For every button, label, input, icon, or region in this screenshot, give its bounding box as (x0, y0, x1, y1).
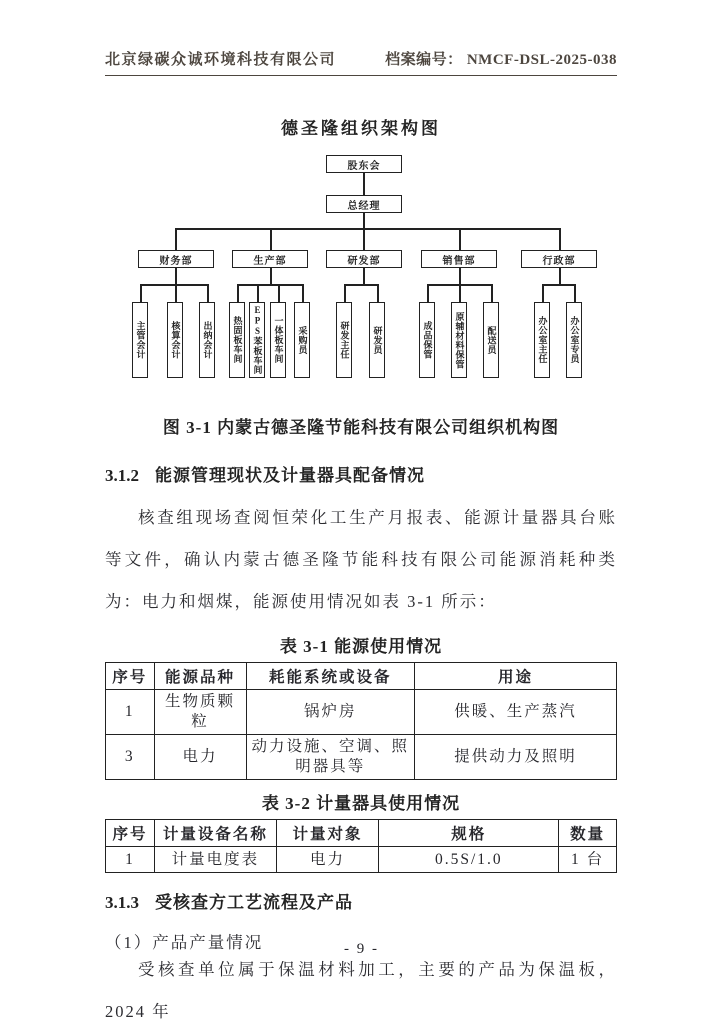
connector-line (459, 228, 461, 250)
connector-line (344, 284, 346, 302)
table-cell: 电力 (276, 847, 379, 873)
org-node-sales-dept: 销售部 (421, 250, 497, 268)
org-node-purchaser: 采购员 (294, 302, 310, 378)
org-node-cost-accountant: 核算会计 (167, 302, 183, 378)
org-chart-title: 德圣隆组织架构图 (281, 119, 441, 138)
connector-line (175, 268, 177, 284)
connector-line (237, 284, 302, 286)
table-cell: 耗能系统或设备 (246, 663, 415, 690)
archive-number: 档案编号： NMCF-DSL-2025-038 (385, 52, 617, 68)
table-cell: 供暖、生产蒸汽 (415, 690, 617, 735)
org-node-shareholders: 股东会 (326, 155, 402, 173)
table-cell: 1 (106, 690, 155, 735)
org-node-delivery-staff: 配送员 (483, 302, 499, 378)
company-name: 北京绿碳众诚环境科技有限公司 (105, 52, 337, 68)
table-cell: 数量 (559, 820, 617, 847)
table-cell: 序号 (106, 663, 155, 690)
connector-line (237, 284, 239, 302)
section-title: 受核查方工艺流程及产品 (155, 893, 353, 912)
connector-line (176, 228, 560, 230)
table-row (106, 690, 617, 735)
connector-line (278, 284, 280, 302)
org-node-panel-workshop: 一体板车间 (270, 302, 286, 378)
table-cell: 1 台 (559, 847, 617, 873)
org-node-material-keeper: 原辅材料保管 (451, 302, 467, 378)
table-row (106, 735, 617, 780)
connector-line (542, 284, 544, 302)
org-chart (105, 147, 617, 385)
paragraph-product-intro: 受核查单位属于保温材料加工，主要的产品为保温板，2024 年 (105, 960, 617, 1021)
table-metering (105, 819, 617, 873)
org-node-chief-accountant: 主管会计 (132, 302, 148, 378)
table-cell: 1 (106, 847, 155, 873)
section-number: 3.1.2 (105, 466, 139, 485)
table-cell: 用途 (415, 663, 617, 690)
table-cell: 序号 (106, 820, 155, 847)
connector-line (491, 284, 493, 302)
table-energy-usage (105, 662, 617, 780)
table-cell: 电力 (154, 735, 246, 780)
paragraph-energy-survey: 核查组现场查阅恒荣化工生产月报表、能源计量器具台账等文件，确认内蒙古德圣隆节能科技有限公司能源消耗种类为：电力和烟煤，能源使用情况如表 3-1 所示： (105, 508, 617, 611)
connector-line (542, 284, 574, 286)
table-cell: 生物质颗粒 (154, 690, 246, 735)
connector-line (559, 268, 561, 284)
table-cell: 规格 (379, 820, 559, 847)
connector-line (427, 284, 429, 302)
connector-line (363, 213, 365, 228)
table-cell: 计量设备名称 (155, 820, 277, 847)
connector-line (140, 284, 142, 302)
org-node-rnd-dept: 研发部 (326, 250, 402, 268)
org-node-finance-dept: 财务部 (138, 250, 214, 268)
org-node-cashier-accountant: 出纳会计 (199, 302, 215, 378)
org-node-rnd-director: 研发主任 (336, 302, 352, 378)
org-node-general-manager: 总经理 (326, 195, 402, 213)
connector-line (270, 228, 272, 250)
table-metering-title: 表 3-2 计量器具使用情况 (261, 794, 461, 813)
connector-line (207, 284, 209, 302)
connector-line (140, 284, 207, 286)
connector-line (363, 228, 365, 250)
connector-line (559, 228, 561, 250)
org-node-production-dept: 生产部 (232, 250, 308, 268)
connector-line (175, 228, 177, 250)
section-title: 能源管理现状及计量器具配备情况 (155, 466, 425, 485)
table-header-row (106, 663, 617, 690)
org-node-office-director: 办公室主任 (534, 302, 550, 378)
table-energy-title: 表 3-1 能源使用情况 (279, 637, 443, 656)
table-cell: 计量对象 (276, 820, 379, 847)
page-number: - 9 - (344, 941, 379, 957)
table-cell: 能源品种 (154, 663, 246, 690)
section-number: 3.1.3 (105, 893, 139, 912)
table-header-row (106, 820, 617, 847)
connector-line (377, 284, 379, 302)
table-row (106, 847, 617, 873)
connector-line (363, 268, 365, 284)
connector-line (363, 173, 365, 195)
org-node-admin-dept: 行政部 (521, 250, 597, 268)
figure-caption: 图 3-1 内蒙古德圣隆节能科技有限公司组织机构图 (162, 418, 560, 437)
connector-line (459, 268, 461, 284)
org-node-thermoset-workshop: 热固板车间 (229, 302, 245, 378)
section-heading-312 (105, 461, 617, 486)
org-node-office-specialist: 办公室专员 (566, 302, 582, 378)
list-item-product-output: （1）产品产量情况 (105, 933, 264, 952)
connector-line (344, 284, 377, 286)
table-cell: 动力设施、空调、照明器具等 (246, 735, 415, 780)
table-cell: 提供动力及照明 (415, 735, 617, 780)
org-node-eps-workshop: EPS苯板车间 (249, 302, 265, 378)
org-node-product-keeper: 成品保管 (419, 302, 435, 378)
table-cell: 计量电度表 (155, 847, 277, 873)
table-cell: 3 (106, 735, 155, 780)
table-cell: 0.5S/1.0 (379, 847, 559, 873)
section-heading-313 (105, 888, 617, 913)
connector-line (574, 284, 576, 302)
connector-line (459, 284, 461, 302)
page-header (105, 48, 617, 76)
connector-line (302, 284, 304, 302)
connector-line (270, 268, 272, 284)
org-node-rnd-staff: 研发员 (369, 302, 385, 378)
connector-line (175, 284, 177, 302)
table-cell: 锅炉房 (246, 690, 415, 735)
connector-line (257, 284, 259, 302)
